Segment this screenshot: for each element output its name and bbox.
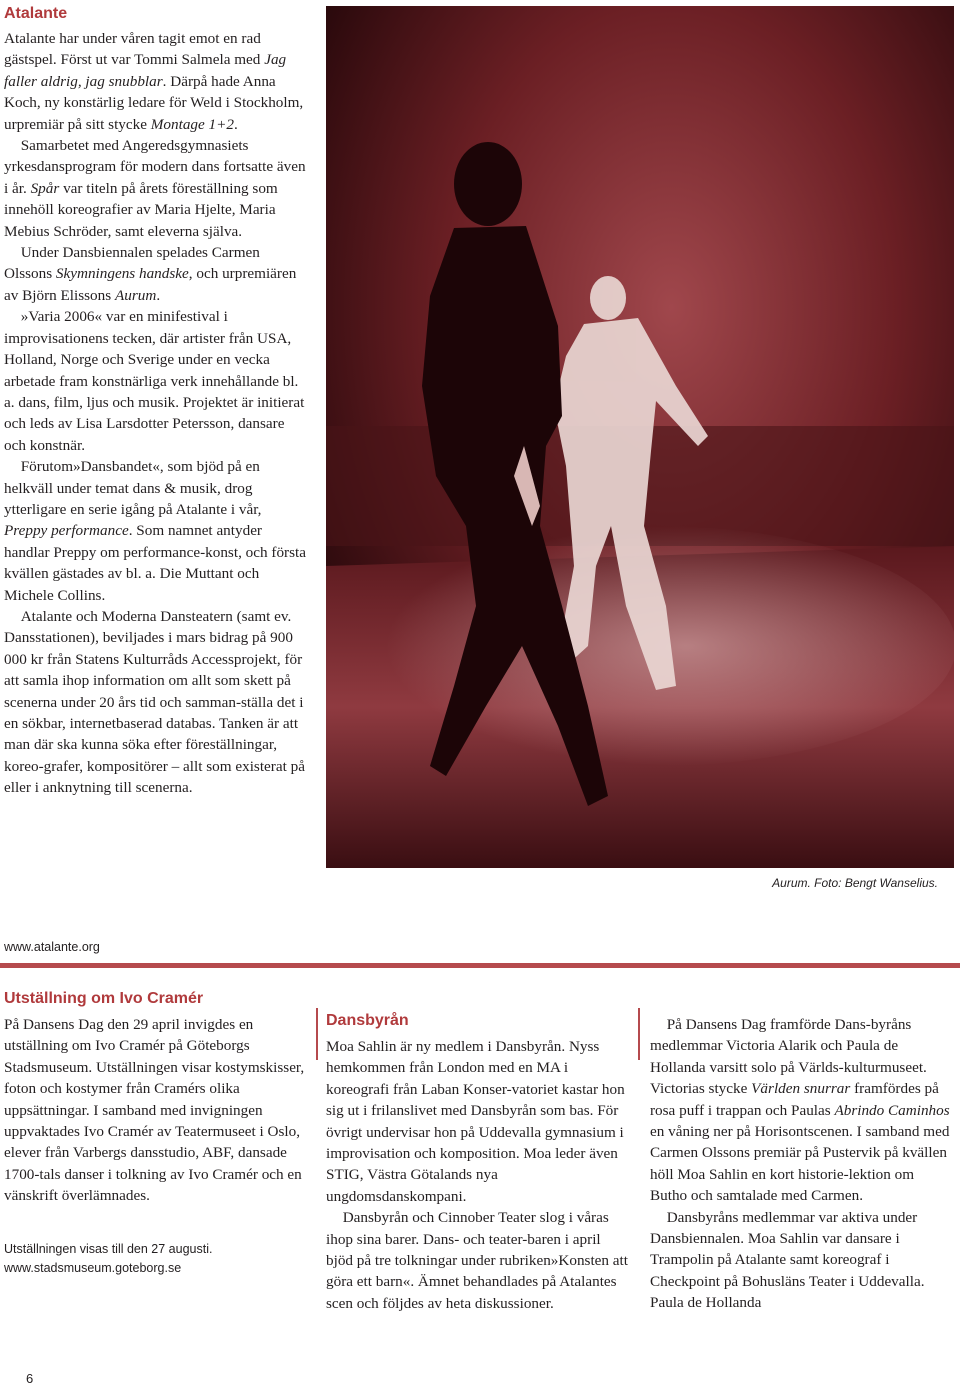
dansbyran-body-col2 [650, 1014, 950, 1314]
atalante-url[interactable]: www.atalante.org [4, 940, 100, 954]
stage-photo [326, 6, 954, 868]
paragraph: Atalante har under våren tagit emot en rad gästspel. Först ut var Tommi Salmela med Jag faller aldrig, jag snubblar. Därpå hade Anna Koch, ny konstärlig ledare för Weld i Stockholm, urpremiär på sitt stycke Montage 1+2. [4, 30, 304, 133]
paragraph: På Dansens Dag framförde Dans-byråns medlemmar Victoria Alarik och Paula de Hollanda varsitt solo på Världs-kulturmuseet. Victorias stycke Världen snurrar framfördes på rosa puff i trappan och Paulas Abrindo Caminhos en våning ner på Horisontscenen. I samband med Carmen Olssons premiär på Pustervik på kvällen höll Moa Sahlin en kort historie-lektion om Butho och samtalade med Carmen. [650, 1016, 950, 1205]
atalante-heading: Atalante [4, 5, 68, 22]
paragraph: Förutom»Dansbandet«, som bjöd på en helkväll under temat dans & musik, drog ytterligare en serie igång på Atalante i vår, Preppy performance. Som namnet antyder handlar Preppy om performance-konst, och första kvällen gästades av bl. a. Die Muttant och Michele Collins. [4, 458, 306, 604]
paragraph: Under Dansbiennalen spelades Carmen Olssons Skymningens handske, och urpremiären av Björn Elissons Aurum. [4, 244, 297, 304]
dancers-illustration [326, 6, 954, 868]
dansbyran-heading: Dansbyrån [326, 1012, 409, 1029]
ivo-article-body [4, 1014, 308, 1207]
ivo-heading: Utställning om Ivo Cramér [4, 990, 204, 1007]
paragraph: Atalante och Moderna Dansteatern (samt ev. Dansstationen), beviljades i mars bidrag på 900 000 kr från Statens Kulturråds Accessprojekt, för att samla ihop information om allt som skett på scenerna under 20 års tid och samman-ställa det i en sökbar, internetbaserad databas. Tanken är att man där ska kunna söka efter föreställningar, koreo-grafer, kompositörer – allt som existerat på eller i anknytning till scenerna. [4, 607, 305, 797]
photo-caption: Aurum. Foto: Bengt Wanselius. [772, 876, 938, 890]
paragraph: Dansbyrån och Cinnober Teater slog i våras ihop sina barer. Dans- och teater-baren i april bjöd på tre tolkningar under rubriken»Konsten att göra ett barn«. Ämnet behandlades på Atalantes scen och följdes av heta diskussioner. [326, 1209, 628, 1312]
section-divider [0, 963, 960, 968]
atalante-article-body [4, 28, 308, 799]
paragraph: Dansbyråns medlemmar var aktiva under Dansbiennalen. Moa Sahlin var dansare i Trampolin på Atalante samt koreograf i Checkpoint på Bohusläns Teater i Uddevalla. Paula de Hollanda [650, 1208, 925, 1312]
stadsmuseum-url[interactable]: www.stadsmuseum.goteborg.se [4, 1261, 182, 1275]
dansbyran-body-col1 [326, 1036, 630, 1314]
page-number: 6 [26, 1371, 34, 1386]
column-rule [638, 1008, 640, 1060]
paragraph: »Varia 2006« var en minifestival i improvisationens tecken, där artister från USA, Holland, Norge och Sverige under en vecka arbetade fram konstnärliga verk innehållande bl. a. dans, film, ljus och musik. Projektet är initierat och leds av Lisa Larsdotter Petersson, dansare och konstnär. [4, 308, 305, 454]
paragraph: På Dansens Dag den 29 april invigdes en utställning om Ivo Cramér på Göteborgs Stadsmuseum. Utställningen visar kostymskisser, foton och kostymer från Cramérs olika uppsättningar. I samband med invigningen uppvaktades Ivo Cramér av Teatermuseet i Oslo, elever från Varbergs dansstudio, ABF, dansade 1700-tals danser i tolkning av Ivo Cramér och en vänskrift överlämnades. [4, 1016, 305, 1205]
paragraph: Samarbetet med Angeredsgymnasiets yrkesdansprogram för modern dans fortsatte även i år. Spår var titeln på årets föreställning som innehöll koreografier av Maria Hjelte, Maria Mebius Schröder, samt eleverna själva. [4, 137, 306, 240]
column-rule [316, 1008, 318, 1060]
exhibition-dates: Utställningen visas till den 27 augusti. [4, 1242, 213, 1256]
paragraph: Moa Sahlin är ny medlem i Dansbyrån. Nyss hemkommen från London med en MA i koreografi från Laban Konser-vatoriet kastar hon sig ut i frilanslivet med Dansbyrån som bas. För övrigt undervisar hon på Uddevalla gymnasium i improvisation och komposition. Moa leder även STIG, Västra Götalands nya ungdomsdanskompani. [326, 1038, 625, 1205]
ivo-info [4, 1240, 212, 1278]
